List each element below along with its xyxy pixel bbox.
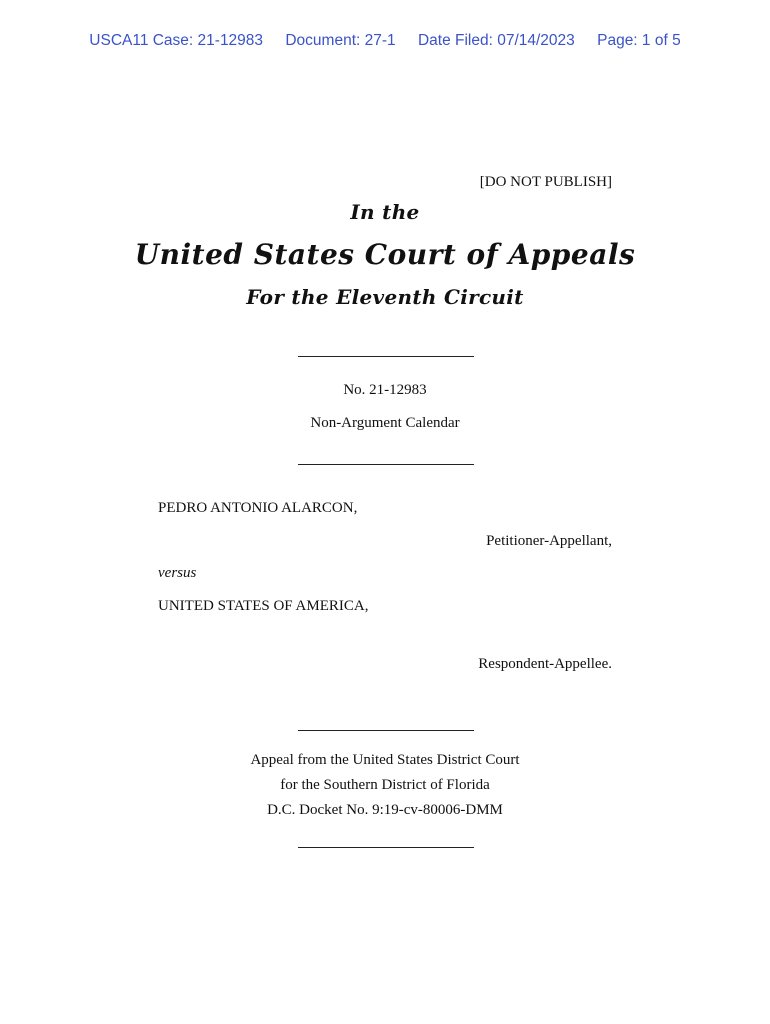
date-filed-stamp: Date Filed: 07/14/2023 (417, 32, 575, 49)
court-in-the: In the (350, 200, 420, 224)
respondent-role: Respondent-Appellee. (478, 656, 612, 672)
divider-rule (298, 847, 474, 848)
divider-rule (298, 730, 474, 731)
calendar-type: Non-Argument Calendar (310, 415, 460, 431)
docket-number: D.C. Docket No. 9:19-cv-80006-DMM (267, 802, 503, 818)
court-name: United States Court of Appeals (134, 238, 636, 271)
filing-header-stamp (0, 32, 770, 50)
respondent-name: UNITED STATES OF AMERICA, (158, 598, 369, 614)
versus-label: versus (158, 565, 197, 581)
divider-rule (298, 464, 474, 465)
case-number: No. 21-12983 (343, 382, 427, 398)
page-stamp: Page: 1 of 5 (597, 32, 681, 49)
case-stamp: USCA11 Case: 21-12983 (89, 32, 264, 49)
petitioner-role: Petitioner-Appellant, (486, 533, 612, 549)
divider-rule (298, 356, 474, 357)
appeal-district-line: for the Southern District of Florida (280, 777, 490, 793)
document-stamp: Document: 27-1 (285, 32, 396, 49)
publish-note: [DO NOT PUBLISH] (479, 174, 612, 190)
court-circuit: For the Eleventh Circuit (246, 285, 524, 309)
appeal-source-line: Appeal from the United States District Court (250, 752, 520, 768)
petitioner-name: PEDRO ANTONIO ALARCON, (158, 500, 358, 516)
